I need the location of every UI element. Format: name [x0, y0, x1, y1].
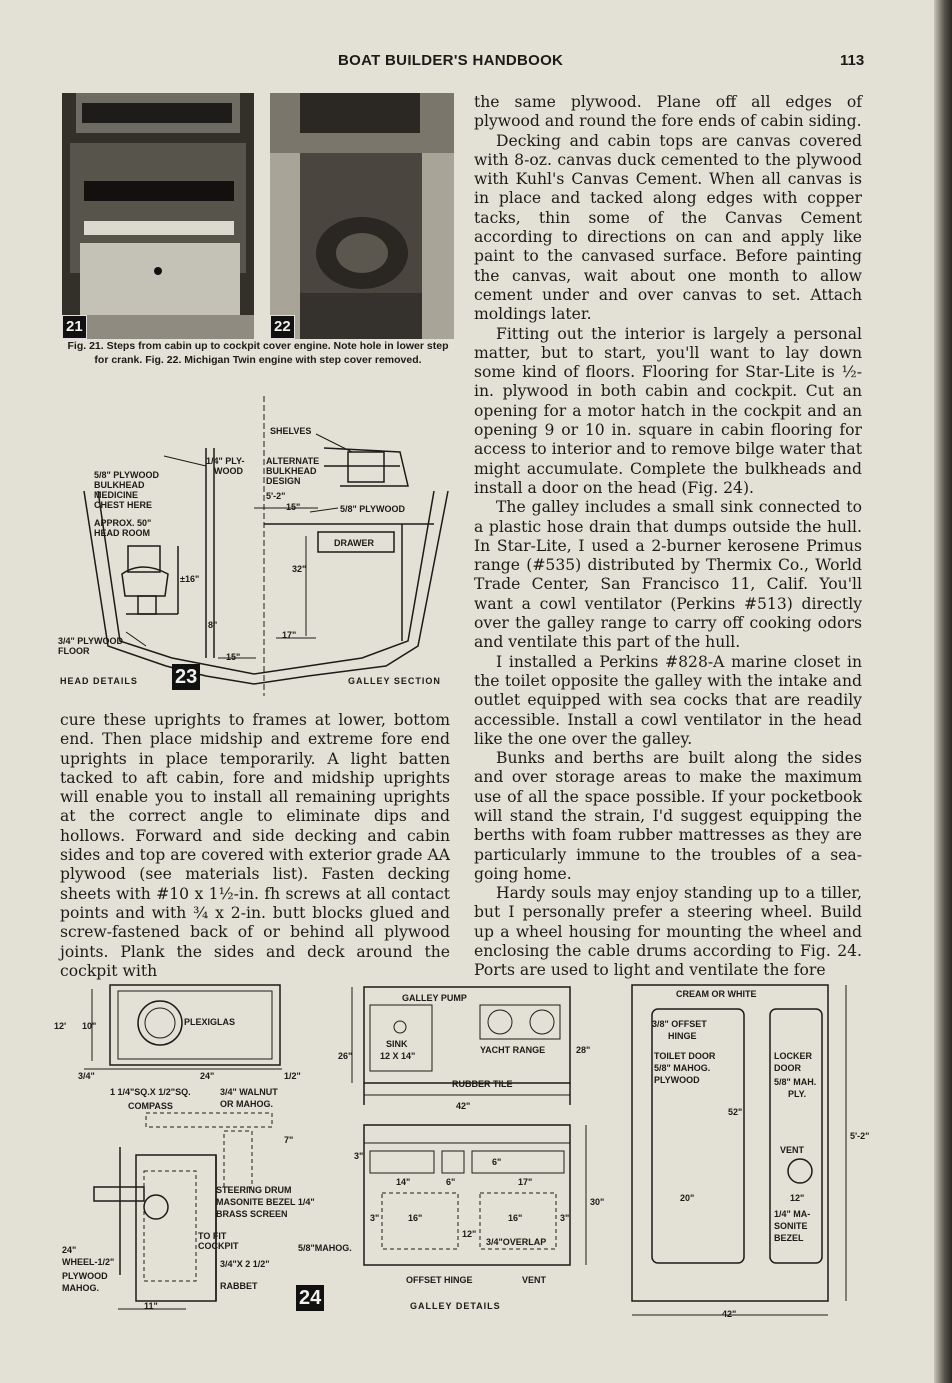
door-toilet-2: 5/8" MAHOG.	[654, 1063, 711, 1073]
galley-dim-6: 6"	[446, 1177, 456, 1187]
fig23-floor-label-1: 3/4" PLYWOOD	[58, 636, 123, 646]
door-dim-5-2: 5'-2"	[850, 1131, 870, 1141]
wheel-label-3: PLYWOOD	[62, 1271, 108, 1281]
fig23-bulkhead-label-3: MEDICINE	[94, 490, 139, 500]
fig23-alt-label-3: DESIGN	[266, 476, 301, 486]
fig-24-details	[52, 975, 870, 1323]
paragraph: Hardy souls may enjoy standing up to a tiller, but I personally prefer a steering wheel. Build up a wheel housing for mounting the wheel and enclosing the cable drums according to Fig. 24. Ports are used to light and ventilate the fore	[474, 884, 862, 980]
galley-hinge: OFFSET HINGE	[406, 1275, 473, 1285]
photo-fig-21-art	[62, 93, 254, 339]
galley-tile: RUBBER TILE	[452, 1079, 513, 1089]
wheel-sq-label: 1 1/4"SQ.X 1/2"SQ.	[110, 1087, 191, 1097]
door-toilet-3: PLYWOOD	[654, 1075, 700, 1085]
galley-dim-16: 16"	[408, 1213, 423, 1223]
door-locker-1: LOCKER	[774, 1051, 812, 1061]
galley-dim-6b: 6"	[492, 1157, 502, 1167]
fig23-dim-15a: 15"	[286, 502, 301, 512]
fig23-shelves-label: SHELVES	[270, 426, 312, 436]
fig23-bulkhead-label-4: CHEST HERE	[94, 500, 153, 510]
fig23-ply-label-1: 1/4" PLY-	[206, 456, 245, 466]
fig23-dim-32: 32"	[292, 564, 307, 574]
fig-23-drawing	[56, 396, 458, 706]
door-locker-2: DOOR	[774, 1063, 801, 1073]
fig-23-number: 23	[172, 664, 200, 690]
door-bezel-2: SONITE	[774, 1221, 808, 1231]
wheel-dim-24: 24"	[200, 1071, 215, 1081]
galley-vent: VENT	[522, 1275, 547, 1285]
galley-dim-12: 12"	[462, 1229, 477, 1239]
wheel-compass: COMPASS	[128, 1101, 173, 1111]
door-locker-4: PLY.	[788, 1089, 807, 1099]
wheel-dim-7: 7"	[284, 1135, 294, 1145]
galley-dim-14: 14"	[396, 1177, 411, 1187]
fig23-headroom-label-2: HEAD ROOM	[94, 528, 150, 538]
paragraph: Decking and cabin tops are canvas covered with 8-oz. canvas duck cemented to the plywood with Kuhl's Canvas Cement. When all canvas is in place and tacked along edges with copper tacks, thin some of the Canvas Cement according to directions on can and apply like paint to the canvased surface. Before painting the canvas, wait about one month to allow cement under and over canvas to set. Attach moldings later.	[474, 131, 862, 324]
fig23-plywood-58: 5/8" PLYWOOD	[340, 504, 405, 514]
door-hinge-1: 3/8" OFFSET	[652, 1019, 707, 1029]
galley-range: YACHT RANGE	[480, 1045, 546, 1055]
wheel-dim-34: 3/4"	[78, 1071, 95, 1081]
fig23-headroom-label-1: APPROX. 50"	[94, 518, 152, 528]
galley-dim-3b: 3"	[370, 1213, 380, 1223]
fig-24-drawing	[52, 975, 864, 1323]
galley-dim-28: 28"	[576, 1045, 591, 1055]
wheel-tofit-1: TO FIT	[198, 1231, 227, 1241]
wheel-walnut-1: 3/4" WALNUT	[220, 1087, 278, 1097]
galley-dim-17: 17"	[518, 1177, 533, 1187]
photo-fig-22	[270, 93, 454, 339]
fig-23-head-galley-section	[56, 396, 458, 706]
wheel-walnut-2: OR MAHOG.	[220, 1099, 273, 1109]
text-column-right	[474, 93, 862, 981]
wheel-rabbet: RABBET	[220, 1281, 258, 1291]
fig-21-badge: 21	[62, 315, 87, 339]
wheel-bezel: MASONITE BEZEL 1/4"	[216, 1197, 315, 1207]
galley-pump: GALLEY PUMP	[402, 993, 467, 1003]
door-dim-52: 52"	[728, 1107, 743, 1117]
fig23-dim-5-2: 5'-2"	[266, 491, 286, 501]
galley-sink-2: 12 X 14"	[380, 1051, 416, 1061]
paragraph: Bunks and berths are built along the sides and over storage areas to make the maximum use of all the space possible. If your pocketbook will stand the strain, I'd suggest equipping the berths with foam rubber mattresses as they are particularly immune to the troubles of a sea-going home.	[474, 749, 862, 883]
door-toilet-1: TOILET DOOR	[654, 1051, 716, 1061]
fig-22-badge: 22	[270, 315, 295, 339]
fig23-dim-16: ±16"	[180, 574, 200, 584]
galley-dim-30: 30"	[590, 1197, 605, 1207]
galley-details: GALLEY DETAILS	[410, 1301, 501, 1311]
galley-overlap: 3/4"OVERLAP	[486, 1237, 547, 1247]
door-vent: VENT	[780, 1145, 805, 1155]
fig23-bulkhead-label-1: 5/8" PLYWOOD	[94, 470, 159, 480]
door-hinge-2: HINGE	[668, 1031, 697, 1041]
wheel-dim-12: 12'	[54, 1021, 67, 1031]
photo-fig-22-art	[270, 93, 454, 339]
wheel-label-1: 24"	[62, 1245, 77, 1255]
wheel-label-4: MAHOG.	[62, 1283, 99, 1293]
galley-dim-3c: 3"	[560, 1213, 570, 1223]
door-bezel-1: 1/4" MA-	[774, 1209, 811, 1219]
galley-dim-16b: 16"	[508, 1213, 523, 1223]
fig23-dim-15b: 15"	[226, 652, 241, 662]
wheel-rabbet-dim: 3/4"X 2 1/2"	[220, 1259, 270, 1269]
paragraph: cure these uprights to frames at lower, bottom end. Then place midship and extreme fore end uprights in place temporarily. A light batten tacked to aft cabin, fore and midship uprights will enable you to install all remaining uprights at the correct angle to eliminate dips and hollows. Forward and side decking and cabin sides and top are covered with exterior grade AA plywood (see materials list). Fasten decking sheets with #10 x 1½-in. fh screws at all contact points and with ¾ x 2-in. butt blocks glued and screw-fastened back of or behind all plywood joints. Plank the sides and deck around the cockpit with	[60, 711, 450, 980]
door-dim-42: 42"	[722, 1309, 737, 1319]
wheel-tofit-2: COCKPIT	[198, 1241, 239, 1251]
wheel-plexiglas: PLEXIGLAS	[184, 1017, 236, 1027]
wheel-drum: STEERING DRUM	[216, 1185, 292, 1195]
wheel-label-2: WHEEL-1/2"	[62, 1257, 115, 1267]
fig23-floor-label-2: FLOOR	[58, 646, 90, 656]
galley-dim-26: 26"	[338, 1051, 353, 1061]
fig-24-number: 24	[296, 1285, 324, 1311]
wheel-dim-11: 11"	[144, 1301, 158, 1311]
fig23-drawer: DRAWER	[334, 538, 374, 548]
page-number: 113	[840, 52, 865, 69]
paragraph: I installed a Perkins #828-A marine closet in the toilet opposite the galley with the intake and outlet equipped with sea cocks that are readily accessible. Install a cowl ventilator in the head like the one over the galley.	[474, 652, 862, 748]
fig23-alt-label-2: BULKHEAD	[266, 466, 317, 476]
photo-fig-21	[62, 93, 254, 339]
text-column-left	[60, 711, 450, 981]
page-header	[0, 52, 952, 76]
paragraph: Fitting out the interior is largely a personal matter, but to start, you'll want to lay down some kind of floors. Flooring for Star-Lite is ½-in. plywood in both cabin and cockpit. Cut an opening for a motor hatch in the cockpit and an opening 9 or 10 in. square in cabin flooring for access to interior and to remove bilge water that might accumulate. Complete the bulkheads and install a door on the head (Fig. 24).	[474, 324, 862, 497]
fig23-ply-label-2: WOOD	[214, 466, 243, 476]
door-bezel-3: BEZEL	[774, 1233, 804, 1243]
wheel-dim-10: 10"	[82, 1021, 97, 1031]
galley-sink-1: SINK	[386, 1039, 408, 1049]
photo-caption: Fig. 21. Steps from cabin up to cockpit cover engine. Note hole in lower step for crank. Fig. 22. Michigan Twin engine with step cover removed.	[67, 340, 449, 366]
door-locker-3: 5/8" MAH.	[774, 1077, 817, 1087]
page-edge-shadow	[934, 0, 952, 1383]
fig23-head-details: HEAD DETAILS	[60, 676, 138, 686]
galley-dim-42: 42"	[456, 1101, 471, 1111]
running-title: BOAT BUILDER'S HANDBOOK	[338, 52, 564, 69]
door-cream: CREAM OR WHITE	[676, 989, 757, 999]
galley-dim-3: 3"	[354, 1151, 364, 1161]
paragraph: The galley includes a small sink connected to a plastic hose drain that dumps outside the hull. In Star-Lite, I used a 2-burner kerosene Primus range (#535) distributed by Thermix Co., World Trade Center, San Francisco 11, Calif. You'll want a cowl ventilator (Perkins #513) directly over the galley range to carry off cooking odors and ventilate this part of the hull.	[474, 498, 862, 652]
fig23-dim-8: 8"	[208, 620, 218, 630]
door-dim-12: 12"	[790, 1193, 805, 1203]
fig23-bulkhead-label-2: BULKHEAD	[94, 480, 145, 490]
fig23-alt-label-1: ALTERNATE	[266, 456, 320, 466]
fig23-galley-section: GALLEY SECTION	[348, 676, 441, 686]
fig23-dim-17: 17"	[282, 630, 297, 640]
door-dim-20: 20"	[680, 1193, 695, 1203]
wheel-mahog: 5/8"MAHOG.	[298, 1243, 352, 1253]
wheel-screen: BRASS SCREEN	[216, 1209, 288, 1219]
paragraph: the same plywood. Plane off all edges of plywood and round the fore ends of cabin siding.	[474, 93, 862, 131]
wheel-dim-half: 1/2"	[284, 1071, 301, 1081]
